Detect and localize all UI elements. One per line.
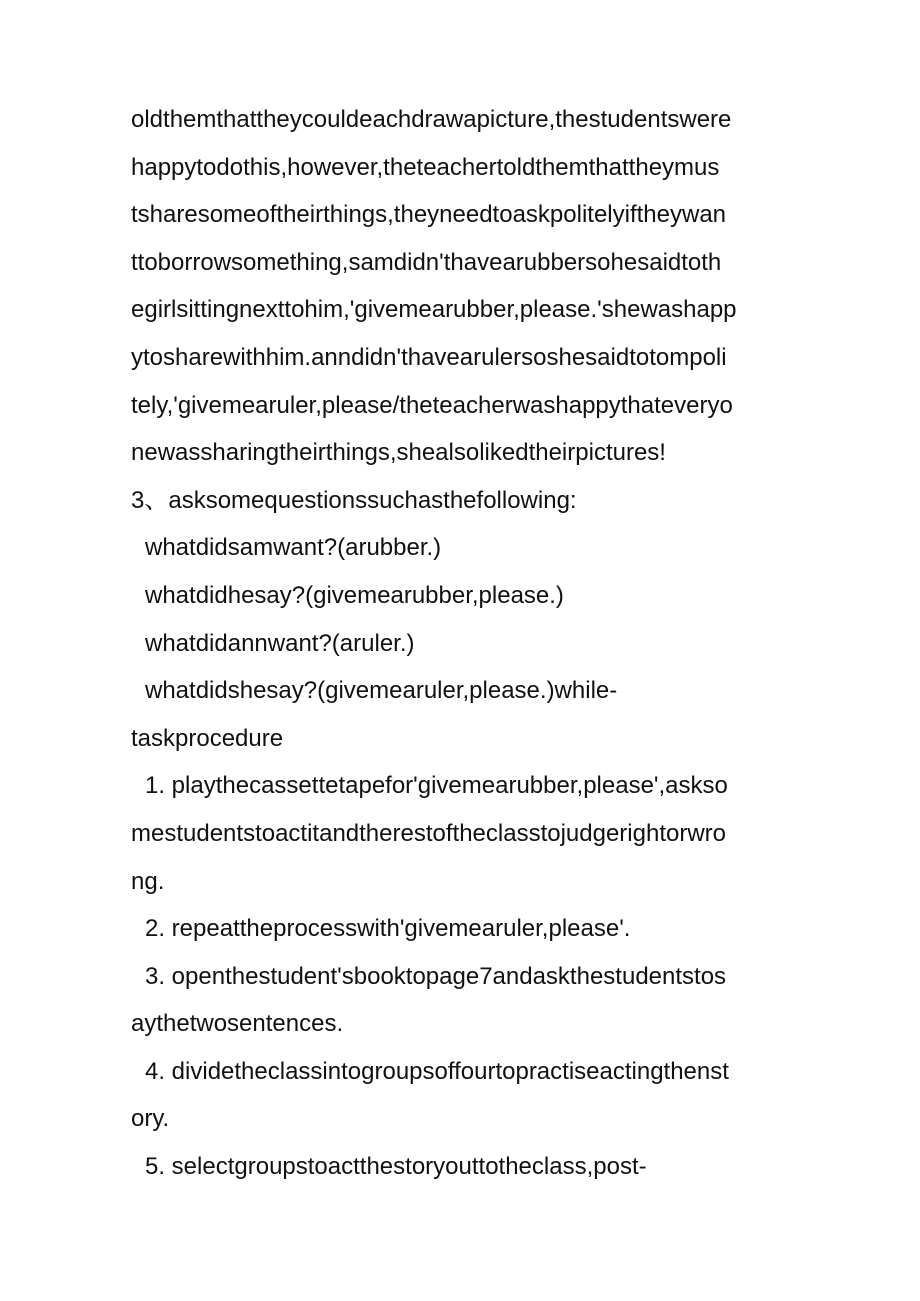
document-body (131, 96, 801, 1191)
question-line: whatdidshesay?(givemearuler,please.)while- (145, 677, 618, 705)
section-heading: 3、asksomequestionssuchasthefollowing: (131, 486, 577, 514)
procedure-step: 5. selectgroupstoactthestoryouttotheclass,post- (145, 1153, 647, 1181)
body-line: newassharingtheirthings,shealsolikedtheirpictures! (131, 439, 666, 467)
body-line: ttoborrowsomething,samdidn'thavearubbersohesaidtoth (131, 248, 722, 276)
body-line: ytosharewithhim.anndidn'thavearulersoshesaidtotompoli (131, 343, 727, 371)
procedure-step: 2. repeattheprocesswith'givemearuler,please'. (145, 915, 631, 943)
body-line: tsharesomeoftheirthings,theyneedtoaskpolitelyiftheywan (131, 201, 727, 229)
body-line: happytodothis,however,theteachertoldthemthattheymus (131, 153, 720, 181)
procedure-step-continuation: ng. (131, 867, 165, 895)
body-line: tely,'givemearuler,please/theteacherwashappythateveryo (131, 391, 733, 419)
body-line: egirlsittingnexttohim,'givemearubber,please.'shewashapp (131, 296, 737, 324)
procedure-step-continuation: ory. (131, 1105, 170, 1133)
question-line: whatdidhesay?(givemearubber,please.) (145, 581, 564, 609)
section-heading: taskprocedure (131, 724, 284, 752)
procedure-step: 1. playthecassettetapefor'givemearubber,please',askso (145, 772, 728, 800)
procedure-step: 3. openthestudent'sbooktopage7andaskthestudentstos (145, 962, 727, 990)
procedure-step: 4. dividetheclassintogroupsoffourtopractiseactingthenst (145, 1057, 729, 1085)
body-line: oldthemthattheycouldeachdrawapicture,thestudentswere (131, 106, 732, 133)
question-line: whatdidsamwant?(arubber.) (145, 534, 442, 562)
procedure-step-continuation: mestudentstoactitandtherestoftheclasstojudgerightorwro (131, 819, 727, 847)
procedure-step-continuation: aythetwosentences. (131, 1010, 344, 1038)
question-line: whatdidannwant?(aruler.) (145, 629, 415, 657)
